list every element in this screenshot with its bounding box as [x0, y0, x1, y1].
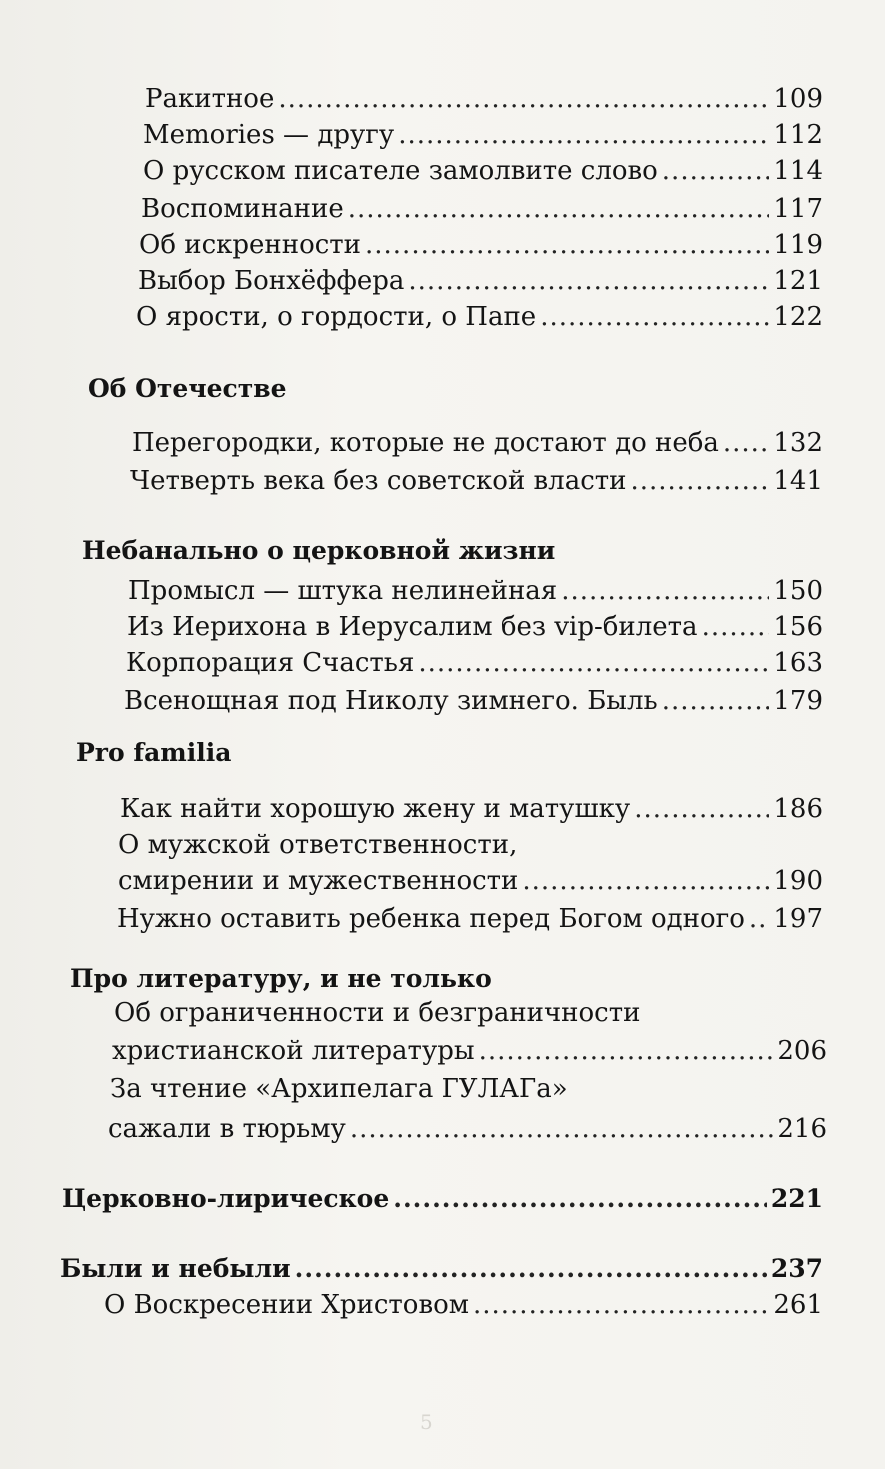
- toc-section-entry: [60, 1252, 823, 1286]
- toc-entry-title: О русском писателе замолвите слово: [143, 156, 658, 186]
- leader-dots: [749, 902, 769, 936]
- toc-entry-first-line: [118, 828, 517, 862]
- toc-entry-page: 216: [777, 1114, 827, 1144]
- toc-entry: [132, 426, 823, 460]
- toc-entry: [108, 1112, 827, 1146]
- toc-entry-title: христианской литературы: [112, 1036, 475, 1066]
- toc-entry: [124, 684, 823, 718]
- leader-dots: [662, 154, 770, 188]
- toc-entry-page: 121: [773, 266, 823, 296]
- toc-entry: [128, 574, 823, 608]
- toc-entry-page: 141: [773, 466, 823, 496]
- toc-entry-page: 197: [773, 904, 823, 934]
- toc-entry: [118, 864, 823, 898]
- leader-dots: [540, 300, 769, 334]
- toc-entry-title: Из Иерихона в Иерусалим без vip-билета: [127, 612, 698, 642]
- section-title: Об Отечестве: [88, 374, 287, 403]
- toc-entry: [139, 228, 823, 262]
- toc-entry-title: Корпорация Счастья: [126, 648, 415, 678]
- leader-dots: [522, 864, 769, 898]
- leader-dots: [702, 610, 770, 644]
- toc-entry-page: 261: [773, 1290, 823, 1320]
- toc-entry-title: О Воскресении Христовом: [104, 1290, 469, 1320]
- leader-dots: [393, 1182, 767, 1216]
- leader-dots: [634, 792, 769, 826]
- leader-dots: [479, 1034, 774, 1068]
- toc-entry-title: Об ограниченности и безграничности: [114, 998, 641, 1028]
- leader-dots: [398, 118, 769, 152]
- leader-dots: [348, 192, 770, 226]
- section-title: Церковно-лирическое: [62, 1184, 390, 1213]
- toc-entry-page: 156: [773, 612, 823, 642]
- toc-entry-page: 190: [773, 866, 823, 896]
- toc-entry-page: 132: [773, 428, 823, 458]
- section-title: Pro familia: [76, 738, 232, 767]
- toc-entry: [112, 1034, 827, 1068]
- toc-section-heading: [76, 736, 231, 770]
- toc-entry-title: Выбор Бонхёффера: [138, 266, 405, 296]
- toc-entry: [145, 82, 823, 116]
- toc-entry-title: О мужской ответственности,: [118, 830, 518, 860]
- toc-entry-title: О ярости, о гордости, о Папе: [136, 302, 537, 332]
- toc-entry-title: сажали в тюрьму: [108, 1114, 346, 1144]
- toc-entry-title: Перегородки, которые не достают до неба: [132, 428, 719, 458]
- toc-entry: [130, 464, 823, 498]
- toc-entry-page: 206: [777, 1036, 827, 1066]
- toc-section-entry: [62, 1182, 823, 1216]
- toc-section-heading: [70, 962, 492, 996]
- toc-entry-title: Всенощная под Николу зимнего. Быль: [124, 686, 658, 716]
- leader-dots: [473, 1288, 769, 1322]
- toc-entry-page: 109: [773, 84, 823, 114]
- leader-dots: [408, 264, 769, 298]
- toc-entry-title: Нужно оставить ребенка перед Богом одного: [117, 904, 745, 934]
- section-title: Небанально о церковной жизни: [82, 536, 556, 565]
- leader-dots: [350, 1112, 774, 1146]
- toc-entry-page: 112: [773, 120, 823, 150]
- section-title: Про литературу, и не только: [70, 964, 492, 993]
- toc-section-heading: [82, 534, 555, 568]
- toc-entry-title: За чтение «Архипелага ГУЛАГа»: [110, 1074, 568, 1104]
- toc-entry-page: 179: [773, 686, 823, 716]
- toc-entry: [126, 646, 823, 680]
- toc-section-heading: [88, 372, 287, 406]
- toc-entry-title: Промысл — штука нелинейная: [128, 576, 558, 606]
- toc-entry-page: 221: [770, 1184, 823, 1213]
- leader-dots: [630, 464, 769, 498]
- toc-entry: [127, 610, 823, 644]
- toc-entry-page: 237: [770, 1254, 823, 1283]
- toc-entry-page: 119: [773, 230, 823, 260]
- toc-entry-title: смирении и мужественности: [118, 866, 519, 896]
- toc-entry: [141, 192, 823, 226]
- section-title: Были и небыли: [60, 1254, 291, 1283]
- leader-dots: [365, 228, 769, 262]
- toc-entry-title: Как найти хорошую жену и матушку: [120, 794, 631, 824]
- toc-entry: [104, 1288, 823, 1322]
- toc-entry: [117, 902, 823, 936]
- toc-entry: [136, 300, 823, 334]
- toc-entry-title: Memories — другу: [143, 120, 395, 150]
- toc-entry-page: 163: [773, 648, 823, 678]
- toc-entry-page: 114: [773, 156, 823, 186]
- toc-entry-title: Воспоминание: [141, 194, 344, 224]
- leader-dots: [561, 574, 769, 608]
- toc-entry: [120, 792, 823, 826]
- toc-entry-page: 122: [773, 302, 823, 332]
- leader-dots: [295, 1252, 767, 1286]
- toc-entry-title: Ракитное: [145, 84, 275, 114]
- leader-dots: [278, 82, 769, 116]
- toc-entry-title: Об искренности: [139, 230, 361, 260]
- leader-dots: [418, 646, 769, 680]
- toc-entry: [143, 154, 823, 188]
- toc-entry-title: Четверть века без советской власти: [130, 466, 627, 496]
- toc-entry-first-line: [110, 1072, 568, 1106]
- leader-dots: [723, 426, 769, 460]
- toc-entry-first-line: [114, 996, 640, 1030]
- toc-entry-page: 117: [773, 194, 823, 224]
- toc-entry-page: 186: [773, 794, 823, 824]
- leader-dots: [662, 684, 770, 718]
- toc-entry-page: 150: [773, 576, 823, 606]
- toc-entry: [138, 264, 823, 298]
- toc-entry: [143, 118, 823, 152]
- page-number: 5: [420, 1410, 433, 1434]
